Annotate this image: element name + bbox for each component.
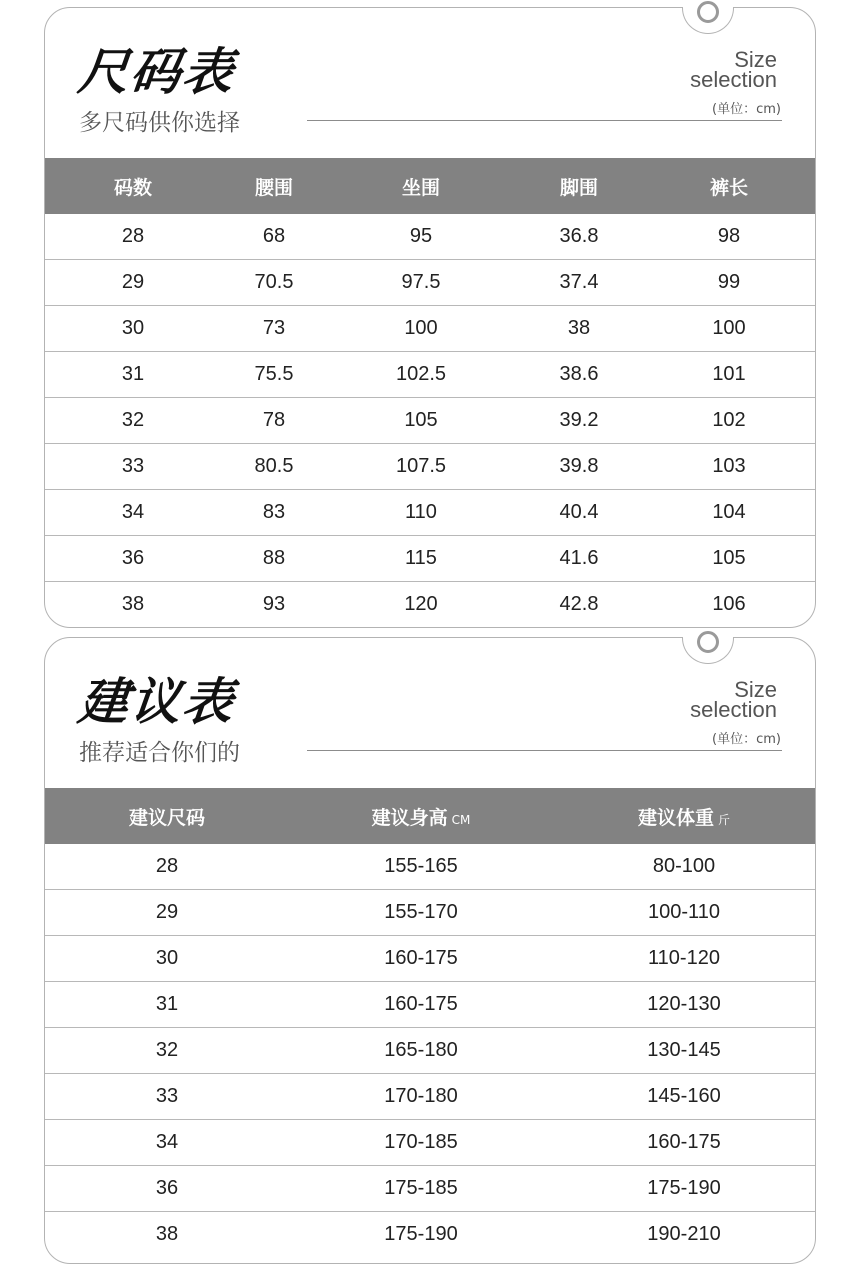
table-cell: 160-175 <box>289 982 553 1028</box>
suggest-chart-subtitle: 推荐适合你们的 <box>79 740 240 766</box>
table-cell: 155-165 <box>289 844 553 890</box>
size-word: Size <box>734 677 777 702</box>
size-chart-title: 尺码表 <box>75 43 238 101</box>
table-cell: 88 <box>221 536 327 582</box>
table-cell: 190-210 <box>647 1223 721 1245</box>
table-cell: 120-130 <box>553 982 815 1028</box>
table-row <box>45 936 815 982</box>
column-header <box>45 788 289 844</box>
table-cell: 70.5 <box>221 260 327 306</box>
size-table-body <box>45 214 815 627</box>
table-cell: 78 <box>221 398 327 444</box>
header-divider <box>307 750 782 751</box>
table-row <box>45 844 815 890</box>
table-cell: 34 <box>45 490 221 536</box>
table-cell: 145-160 <box>553 1074 815 1120</box>
column-header-unit: CM <box>451 812 471 827</box>
table-cell: 80-100 <box>553 844 815 890</box>
table-row <box>45 982 815 1028</box>
size-chart-card <box>44 7 816 628</box>
table-row <box>45 1120 815 1166</box>
column-header: 腰围 <box>221 158 327 214</box>
column-header <box>289 788 553 844</box>
unit-note: (单位：cm) <box>712 102 781 117</box>
column-header-label: 建议身高 <box>371 806 448 829</box>
table-cell: 107.5 <box>327 444 515 490</box>
table-cell: 102 <box>643 398 815 444</box>
table-cell: 170-185 <box>289 1120 553 1166</box>
table-cell: 130-145 <box>553 1028 815 1074</box>
table-cell: 120 <box>404 593 438 615</box>
table-cell: 31 <box>45 352 221 398</box>
selection-word: selection <box>690 697 777 722</box>
table-cell: 160-175 <box>289 936 553 982</box>
table-cell: 105 <box>643 536 815 582</box>
table-cell: 38 <box>121 593 145 615</box>
table-cell: 160-175 <box>553 1120 815 1166</box>
ring-icon <box>697 1 719 23</box>
column-header-unit: 斤 <box>718 812 731 827</box>
table-cell: 31 <box>45 982 289 1028</box>
table-cell: 99 <box>643 260 815 306</box>
table-cell: 105 <box>327 398 515 444</box>
table-cell: 165-180 <box>289 1028 553 1074</box>
table-cell: 110 <box>327 490 515 536</box>
table-cell: 102.5 <box>327 352 515 398</box>
table-cell: 175-190 <box>384 1223 458 1245</box>
table-cell: 95 <box>327 214 515 260</box>
size-chart-subtitle: 多尺码供你选择 <box>79 110 240 136</box>
ring-icon <box>697 631 719 653</box>
table-cell: 33 <box>45 444 221 490</box>
table-row <box>45 1074 815 1120</box>
table-cell: 103 <box>643 444 815 490</box>
column-header: 码数 <box>45 158 221 214</box>
table-cell: 73 <box>221 306 327 352</box>
table-row <box>45 444 815 490</box>
table-cell: 40.4 <box>515 490 643 536</box>
table-cell: 101 <box>643 352 815 398</box>
table-cell: 93 <box>262 593 286 615</box>
table-row <box>45 1212 815 1258</box>
table-cell: 41.6 <box>515 536 643 582</box>
table-cell: 80.5 <box>221 444 327 490</box>
table-row <box>45 490 815 536</box>
table-cell: 32 <box>45 398 221 444</box>
table-cell: 100 <box>643 306 815 352</box>
table-cell: 36 <box>45 536 221 582</box>
table-row <box>45 1166 815 1212</box>
table-row <box>45 582 815 628</box>
suggest-table <box>45 788 815 1257</box>
size-table <box>45 158 815 627</box>
table-cell: 30 <box>45 936 289 982</box>
suggest-table-body <box>45 844 815 1257</box>
table-cell: 37.4 <box>515 260 643 306</box>
table-cell: 75.5 <box>221 352 327 398</box>
table-cell: 36 <box>45 1166 289 1212</box>
size-selection-label <box>690 47 777 92</box>
table-cell: 155-170 <box>289 890 553 936</box>
column-header: 裤长 <box>643 158 815 214</box>
table-row <box>45 260 815 306</box>
column-header-label: 建议体重 <box>637 806 714 829</box>
table-cell: 28 <box>45 214 221 260</box>
table-cell: 34 <box>45 1120 289 1166</box>
table-row <box>45 1028 815 1074</box>
column-header <box>553 788 815 844</box>
table-cell: 39.8 <box>515 444 643 490</box>
table-cell: 97.5 <box>327 260 515 306</box>
table-cell: 68 <box>221 214 327 260</box>
table-cell: 175-185 <box>289 1166 553 1212</box>
table-cell: 42.8 <box>559 593 599 615</box>
table-cell: 30 <box>45 306 221 352</box>
table-cell: 175-190 <box>553 1166 815 1212</box>
suggest-chart-title: 建议表 <box>75 673 238 731</box>
header-divider <box>307 120 782 121</box>
selection-word: selection <box>690 67 777 92</box>
unit-note: (单位：cm) <box>712 732 781 747</box>
size-selection-label <box>690 677 777 722</box>
table-cell: 83 <box>221 490 327 536</box>
table-row <box>45 536 815 582</box>
table-cell: 100 <box>327 306 515 352</box>
column-header-label: 建议尺码 <box>128 806 205 829</box>
table-cell: 28 <box>45 844 289 890</box>
table-row <box>45 890 815 936</box>
table-row <box>45 352 815 398</box>
table-cell: 39.2 <box>515 398 643 444</box>
table-cell: 98 <box>643 214 815 260</box>
table-cell: 38.6 <box>515 352 643 398</box>
suggest-table-header <box>45 788 815 844</box>
table-cell: 110-120 <box>553 936 815 982</box>
table-row <box>45 398 815 444</box>
table-cell: 29 <box>45 260 221 306</box>
column-header: 脚围 <box>515 158 643 214</box>
table-cell: 170-180 <box>289 1074 553 1120</box>
size-table-header <box>45 158 815 214</box>
table-cell: 100-110 <box>553 890 815 936</box>
table-cell: 104 <box>643 490 815 536</box>
table-row <box>45 214 815 260</box>
suggest-chart-card <box>44 637 816 1264</box>
table-row <box>45 306 815 352</box>
table-cell: 29 <box>45 890 289 936</box>
table-cell: 38 <box>155 1223 179 1245</box>
table-cell: 36.8 <box>515 214 643 260</box>
table-cell: 38 <box>515 306 643 352</box>
size-word: Size <box>734 47 777 72</box>
table-cell: 33 <box>45 1074 289 1120</box>
column-header: 坐围 <box>327 158 515 214</box>
table-cell: 115 <box>327 536 515 582</box>
table-cell: 32 <box>45 1028 289 1074</box>
table-cell: 106 <box>712 593 746 615</box>
